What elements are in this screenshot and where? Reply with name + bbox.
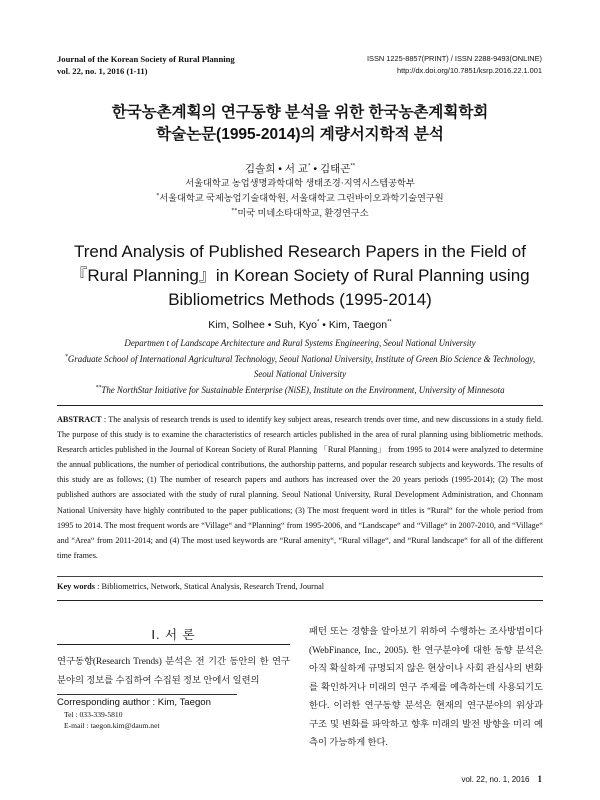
- english-title-line3: Bibliometrics Methods (1995-2014): [168, 290, 432, 309]
- corresponding-email[interactable]: E-mail : taegon.kim@daum.net: [64, 721, 160, 730]
- korean-affiliations: [0, 176, 600, 221]
- body-text-right: 패턴 또는 경향을 알아보기 위하여 수행하는 조사방법이다(WebFinance, Inc., 2005). 한 연구분야에 대한 동향 분석은 아직 확실하게 규명되지 않은 현상이나 사회 관심사의 변화를 확인하거나 미래의 연구 주제를 예측하는데 사용되기도 한다. 이러한 연구동향 분석은 현재의 연구분야의 위상과 구조 및 변화를 파악하고 향후 미래의 발전 방향을 미리 예측이 가능하게 한다.: [309, 627, 543, 748]
- korean-title-line1: 한국농촌계획의 연구동향 분석을 위한 한국농촌계획학회: [111, 104, 489, 121]
- author-mark: **: [350, 163, 356, 170]
- author-separator: •: [264, 319, 275, 331]
- body-text-left: 연구동향(Research Trends) 분석은 전 기간 동안의 한 연구분야의 정보를 수집하여 수집된 정보 안에서 일련의: [57, 657, 290, 686]
- keywords-text: : Bibliometrics, Network, Statical Analysis, Research Trend, Journal: [95, 582, 325, 591]
- author-separator: •: [310, 163, 320, 175]
- section-underline: [57, 644, 290, 645]
- author-mark: *: [317, 319, 320, 326]
- english-author-1: Kim, Solhee: [208, 319, 265, 331]
- divider: [57, 576, 543, 577]
- issn: ISSN 1225-8857(PRINT) / ISSN 2288-9493(ONLINE): [367, 54, 542, 63]
- korean-authors: [0, 161, 600, 176]
- english-authors: [0, 319, 600, 331]
- korean-title: [0, 102, 600, 146]
- section-title: Ⅰ. 서 론: [151, 628, 196, 642]
- english-author-3: Kim, Taegon: [328, 319, 388, 331]
- affiliation-mark: **: [95, 384, 102, 391]
- english-affiliation-1: Departmen t of Landscape Architecture and Rural Systems Engineering, Seoul National University: [124, 338, 476, 348]
- page-number: 1: [537, 774, 542, 784]
- journal-name: Journal of the Korean Society of Rural Planning: [57, 54, 235, 64]
- korean-author-3: 김태곤: [319, 163, 351, 175]
- issn-header: [367, 53, 542, 77]
- footer-volume: vol. 22, no. 1, 2016: [461, 775, 530, 784]
- corresponding-tel: Tel : 033-339-5810: [64, 710, 123, 719]
- korean-author-2: 서 교: [284, 163, 309, 175]
- english-affiliation-3: **The NorthStar Initiative for Sustainable Enterprise (NiSE), Institute on the Environment, University of Minnesota: [95, 384, 505, 395]
- author-mark: **: [387, 319, 392, 326]
- korean-title-line2: 학술논문(1995-2014)의 계량서지학적 분석: [156, 126, 444, 143]
- english-affiliations: [57, 336, 543, 398]
- author-mark: *: [308, 163, 311, 170]
- doi-link[interactable]: http://dx.doi.org/10.7851/ksrp.2016.22.1.001: [396, 66, 542, 75]
- english-title-line2: 『Rural Planning』in Korean Society of Rural Planning using: [70, 266, 530, 285]
- english-title: [0, 240, 600, 312]
- author-separator: •: [275, 163, 285, 175]
- corresponding-author: Corresponding author : Kim, Taegon: [57, 697, 211, 708]
- journal-header: [57, 53, 235, 77]
- english-title-line1: Trend Analysis of Published Research Papers in the Field of: [73, 242, 526, 261]
- korean-affiliation-1: 서울대학교 농업생명과학대학 생태조경·지역시스템공학부: [185, 178, 415, 188]
- korean-affiliation-2: *서울대학교 국제농업기술대학원, 서울대학교 그린바이오과학기술연구원: [156, 192, 444, 203]
- footnote-rule: [57, 694, 237, 695]
- korean-affiliation-3: **미국 미네소타대학교, 환경연구소: [231, 207, 369, 218]
- english-author-2: Suh, Kyo: [274, 319, 318, 331]
- keywords-label: Key words: [57, 582, 96, 591]
- journal-volume: vol. 22, no. 1, 2016 (1-11): [57, 66, 148, 76]
- divider: [57, 405, 543, 406]
- divider: [57, 600, 543, 601]
- english-affiliation-2: *Graduate School of International Agricultural Technology, Seoul National University, Institute of Green Bio Science & Technology, Seoul National University: [64, 353, 536, 379]
- abstract-label: ABSTRACT: [57, 415, 102, 424]
- page-footer: [461, 774, 542, 784]
- affiliation-mark: *: [156, 192, 160, 199]
- keywords: [57, 582, 543, 591]
- author-separator: •: [319, 319, 329, 331]
- affiliation-mark: **: [231, 207, 238, 214]
- affiliation-mark: *: [64, 353, 68, 360]
- korean-author-1: 김솔희: [244, 163, 276, 175]
- abstract-text: : The analysis of research trends is used to identify key subject areas, research trends over time, and new discussions in a study field. The purpose of this study is to examine the characteristics of research articles published in the area of rural planning using bibliometric methods. Research articles published in the Journal of Korean Society of Rural Planning 「Rural Planning」 from 1995 to 2014 were analyzed to determine the annual publications, the number of periodical contributions, the authorship patterns, and popular research subjects and keywords. The results of this study are as follows; (1) The number of research papers and authors has increased over the 20 years periods (1995-2014); (2) The most published authors are associated with the study of rural planning. Seoul National University, Rural Development Administration, and Chonnam National University have highly contributed to the paper publications; (3) The most frequent word in titles is “Rural“ for the whole period from 1995 to 2014. The most frequent words are “Village“ and “Planning“ from 1995-2006, and “Landscape“ and “Village“ in 2007-2010, and “Village“ and “Area“ from 2011-2014; and (4) The most used keywords are “Rural amenity“, “Rural village“, and “Rural landscape“ for all of the different time frames.: [57, 415, 543, 560]
- abstract: [57, 412, 543, 563]
